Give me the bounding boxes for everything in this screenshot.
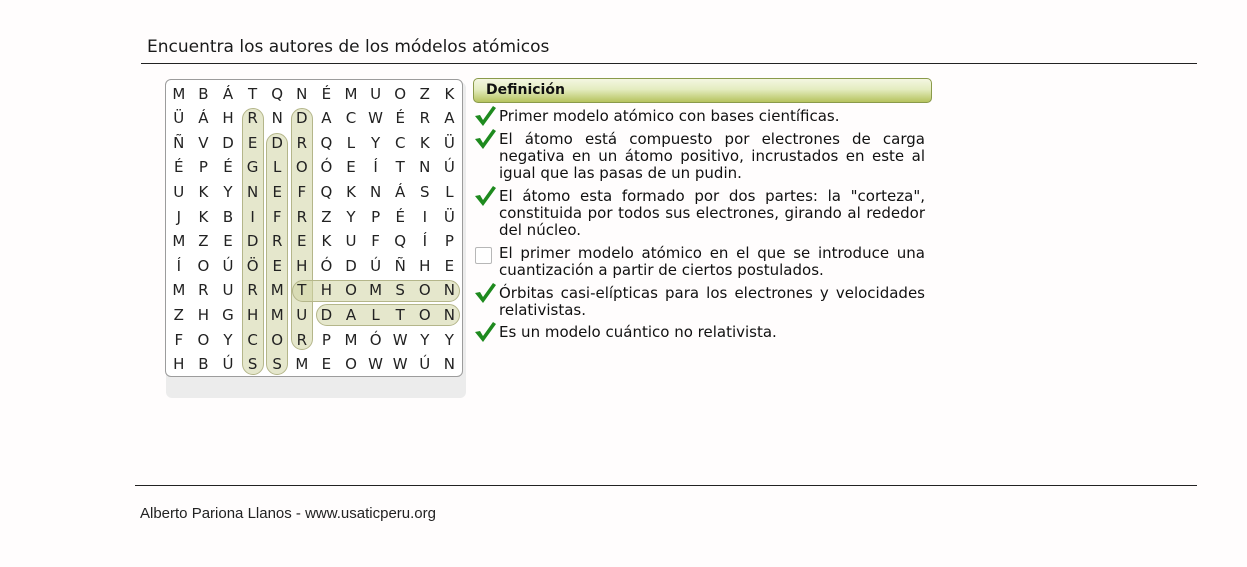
grid-cell[interactable]: A <box>444 109 455 128</box>
grid-cell[interactable]: S <box>395 281 405 300</box>
top-divider <box>141 63 1197 64</box>
grid-cell[interactable]: F <box>174 330 184 349</box>
grid-cell[interactable]: R <box>296 133 308 152</box>
grid-cell[interactable]: R <box>247 281 258 300</box>
grid-cell[interactable]: Y <box>371 133 381 152</box>
grid-cell[interactable]: É <box>395 109 405 128</box>
grid-cell[interactable]: T <box>395 305 405 324</box>
grid-cell[interactable]: Z <box>198 232 209 251</box>
grid-cell[interactable]: Q <box>320 182 333 201</box>
check-icon <box>473 282 493 302</box>
grid-cell[interactable]: E <box>321 355 332 374</box>
grid-cell[interactable]: Ö <box>246 256 259 275</box>
grid-cell[interactable]: É <box>223 158 233 177</box>
definition-text: Es un modelo cuántico no relativista. <box>499 323 777 341</box>
grid-cell[interactable]: Í <box>422 232 428 251</box>
grid-cell[interactable]: M <box>344 330 358 349</box>
grid-cell[interactable]: H <box>222 109 234 128</box>
grid-cell[interactable]: K <box>419 133 430 152</box>
grid-cell[interactable]: Ñ <box>173 133 185 152</box>
grid-cell[interactable]: N <box>419 158 431 177</box>
grid-cell[interactable]: P <box>198 158 208 177</box>
page-title: Encuentra los autores de los módelos atómicos <box>147 37 550 57</box>
grid-cell[interactable]: Z <box>321 207 332 226</box>
grid-cell[interactable]: T <box>395 158 405 177</box>
grid-cell[interactable]: Ü <box>443 133 455 152</box>
grid-cell[interactable]: K <box>198 207 209 226</box>
grid-cell[interactable]: M <box>172 281 186 300</box>
grid-cell[interactable]: M <box>270 281 284 300</box>
grid-cell[interactable]: R <box>198 281 209 300</box>
check-icon <box>473 185 493 205</box>
grid-cell[interactable]: U <box>370 84 382 103</box>
grid-cell[interactable]: H <box>173 355 185 374</box>
grid-cell[interactable]: O <box>271 330 284 349</box>
grid-cell[interactable]: N <box>246 182 259 201</box>
grid-cell[interactable]: I <box>422 207 428 226</box>
grid-cell[interactable]: É <box>321 84 332 103</box>
grid-cell[interactable]: K <box>198 182 209 201</box>
grid-cell[interactable]: O <box>418 281 431 300</box>
grid-cell[interactable]: R <box>419 109 431 128</box>
grid-cell[interactable]: E <box>346 158 356 177</box>
grid-cell[interactable]: Ó <box>320 158 333 177</box>
grid-cell[interactable]: Ü <box>443 207 455 226</box>
grid-cell[interactable]: B <box>198 355 209 374</box>
grid-cell[interactable]: C <box>345 109 357 128</box>
grid-cell[interactable]: N <box>443 281 455 300</box>
grid-cell[interactable]: D <box>296 109 308 128</box>
definition-text: Primer modelo atómico con bases científicas. <box>499 107 840 125</box>
grid-cell[interactable]: H <box>246 305 259 324</box>
grid-cell[interactable]: U <box>345 232 357 251</box>
grid-cell[interactable]: Y <box>223 182 233 201</box>
grid-cell[interactable]: E <box>444 256 455 275</box>
grid-cell[interactable]: S <box>420 182 430 201</box>
checkbox-box[interactable] <box>475 247 492 264</box>
grid-cell[interactable]: C <box>247 330 258 349</box>
grid-cell[interactable]: L <box>371 305 380 324</box>
grid-cell[interactable]: Ú <box>419 355 431 374</box>
definition-text: El átomo está compuesto por electrones de carga negativa en un átomo positivo, incrustados en este al igual que las pasas de un pudin. <box>499 130 925 182</box>
grid-cell[interactable]: Í <box>373 158 378 177</box>
grid-cell[interactable]: Ñ <box>394 256 406 275</box>
grid-cell[interactable]: C <box>394 133 406 152</box>
grid-cell[interactable]: K <box>444 84 455 103</box>
grid-cell[interactable]: H <box>320 281 333 300</box>
grid-cell[interactable]: S <box>247 355 258 374</box>
grid-cell[interactable]: G <box>246 158 259 177</box>
grid-cell[interactable]: Y <box>444 330 454 349</box>
grid-cell[interactable]: U <box>296 305 308 324</box>
grid-cell[interactable]: K <box>321 232 332 251</box>
grid-cell[interactable]: O <box>345 281 357 300</box>
grid-cell[interactable]: Í <box>176 256 182 275</box>
grid-cell[interactable]: M <box>172 232 186 251</box>
grid-cell[interactable]: P <box>371 207 381 226</box>
bottom-divider <box>135 485 1197 486</box>
checkbox-empty[interactable] <box>473 247 493 267</box>
grid-cell[interactable]: L <box>445 182 454 201</box>
footer-credit: Alberto Pariona Llanos - www.usaticperu.org <box>140 505 436 522</box>
grid-cell[interactable]: W <box>368 355 384 374</box>
grid-cell[interactable]: R <box>296 330 308 349</box>
grid-cell[interactable]: O <box>394 84 407 103</box>
grid-cell[interactable]: T <box>248 84 258 103</box>
grid-cell[interactable]: F <box>297 182 307 201</box>
grid-cell[interactable]: Q <box>394 232 407 251</box>
grid-cell[interactable]: W <box>368 109 384 128</box>
grid-cell[interactable]: M <box>369 281 383 300</box>
grid-cell[interactable]: R <box>271 232 283 251</box>
grid-cell[interactable]: S <box>272 355 282 374</box>
grid-cell[interactable]: E <box>272 182 282 201</box>
grid-cell[interactable]: N <box>296 84 308 103</box>
grid-cell[interactable]: D <box>345 256 357 275</box>
grid-cell[interactable]: F <box>371 232 380 251</box>
grid-cell[interactable]: Ú <box>222 256 234 275</box>
grid-cell[interactable]: Ó <box>369 330 382 349</box>
grid-cell[interactable]: É <box>395 207 405 226</box>
grid-cell[interactable]: Á <box>222 84 234 103</box>
grid-cell[interactable]: V <box>198 133 209 152</box>
definition-text: El átomo esta formado por dos partes: la "corteza", constituida por todos sus electrones, girando al rededor del núcleo. <box>499 187 925 239</box>
grid-cell[interactable]: R <box>247 109 258 128</box>
grid-cell[interactable]: I <box>250 207 255 226</box>
grid-cell[interactable]: B <box>198 84 209 103</box>
definitions-header: Definición <box>473 78 932 103</box>
grid-cell[interactable]: Á <box>395 182 406 201</box>
grid-cell[interactable]: Ú <box>222 355 234 374</box>
grid-cell[interactable]: O <box>418 305 431 324</box>
grid-cell[interactable]: E <box>223 232 233 251</box>
definition-text: Órbitas casi-elípticas para los electrones y velocidades relativistas. <box>499 284 925 319</box>
grid-cell[interactable]: W <box>392 330 408 349</box>
grid-cell[interactable]: T <box>297 281 307 300</box>
grid-cell[interactable]: Z <box>419 84 430 103</box>
grid-cell[interactable]: H <box>419 256 431 275</box>
definition-text: El primer modelo atómico en el que se introduce una cuantización a partir de ciertos postulados. <box>499 244 925 279</box>
grid-cell[interactable]: M <box>270 305 284 324</box>
grid-cell[interactable]: N <box>369 182 382 201</box>
grid-cell[interactable]: E <box>272 256 282 275</box>
grid-cell[interactable]: R <box>296 207 308 226</box>
grid-cell[interactable]: Ú <box>443 158 455 177</box>
check-icon <box>473 321 493 341</box>
grid-cell[interactable]: L <box>273 158 282 177</box>
grid-cell[interactable]: W <box>392 355 408 374</box>
grid-cell[interactable]: O <box>345 355 357 374</box>
grid-cell[interactable]: Á <box>198 109 209 128</box>
check-icon <box>473 128 493 148</box>
grid-cell[interactable]: A <box>345 305 357 324</box>
grid-cell[interactable]: J <box>176 207 182 226</box>
grid-cell[interactable]: H <box>296 256 308 275</box>
grid-cell[interactable]: P <box>321 330 331 349</box>
grid-cell[interactable]: Y <box>223 330 233 349</box>
grid-cell[interactable]: O <box>197 330 210 349</box>
grid-cell[interactable]: G <box>222 305 234 324</box>
grid-cell[interactable]: A <box>321 109 332 128</box>
grid-cell[interactable]: U <box>222 281 234 300</box>
grid-cell[interactable]: Ú <box>370 256 382 275</box>
grid-cell[interactable]: U <box>173 182 185 201</box>
grid-cell[interactable]: O <box>295 158 308 177</box>
grid-cell[interactable]: D <box>222 133 234 152</box>
grid-cell[interactable]: É <box>174 158 184 177</box>
grid-cell[interactable]: Q <box>320 133 333 152</box>
grid-cell[interactable]: O <box>197 256 210 275</box>
grid-cell[interactable]: Z <box>173 305 184 324</box>
grid-cell[interactable]: D <box>246 232 259 251</box>
grid-cell[interactable]: Ü <box>173 109 185 128</box>
grid-cell[interactable]: M <box>295 355 309 374</box>
grid-cell[interactable]: P <box>444 232 454 251</box>
grid-cell[interactable]: Y <box>346 207 356 226</box>
grid-cell[interactable]: E <box>247 133 258 152</box>
grid-cell[interactable]: K <box>346 182 356 201</box>
grid-cell[interactable]: Y <box>420 330 430 349</box>
grid-cell[interactable]: F <box>272 207 282 226</box>
grid-cell[interactable]: D <box>320 305 333 324</box>
grid-cell[interactable]: N <box>271 109 283 128</box>
grid-cell[interactable]: E <box>297 232 307 251</box>
grid-cell[interactable]: L <box>346 133 356 152</box>
grid-cell[interactable]: D <box>271 133 283 152</box>
grid-cell[interactable]: Ó <box>320 256 333 275</box>
grid-cell[interactable]: M <box>172 84 186 103</box>
grid-cell[interactable]: M <box>344 84 358 103</box>
grid-cell[interactable]: H <box>197 305 210 324</box>
grid-cell[interactable]: Q <box>271 84 284 103</box>
grid-cell[interactable]: N <box>443 305 455 324</box>
grid-cell[interactable]: B <box>222 207 234 226</box>
grid-cell[interactable]: N <box>443 355 455 374</box>
word-search-grid[interactable] <box>165 79 463 377</box>
check-icon <box>473 105 493 125</box>
